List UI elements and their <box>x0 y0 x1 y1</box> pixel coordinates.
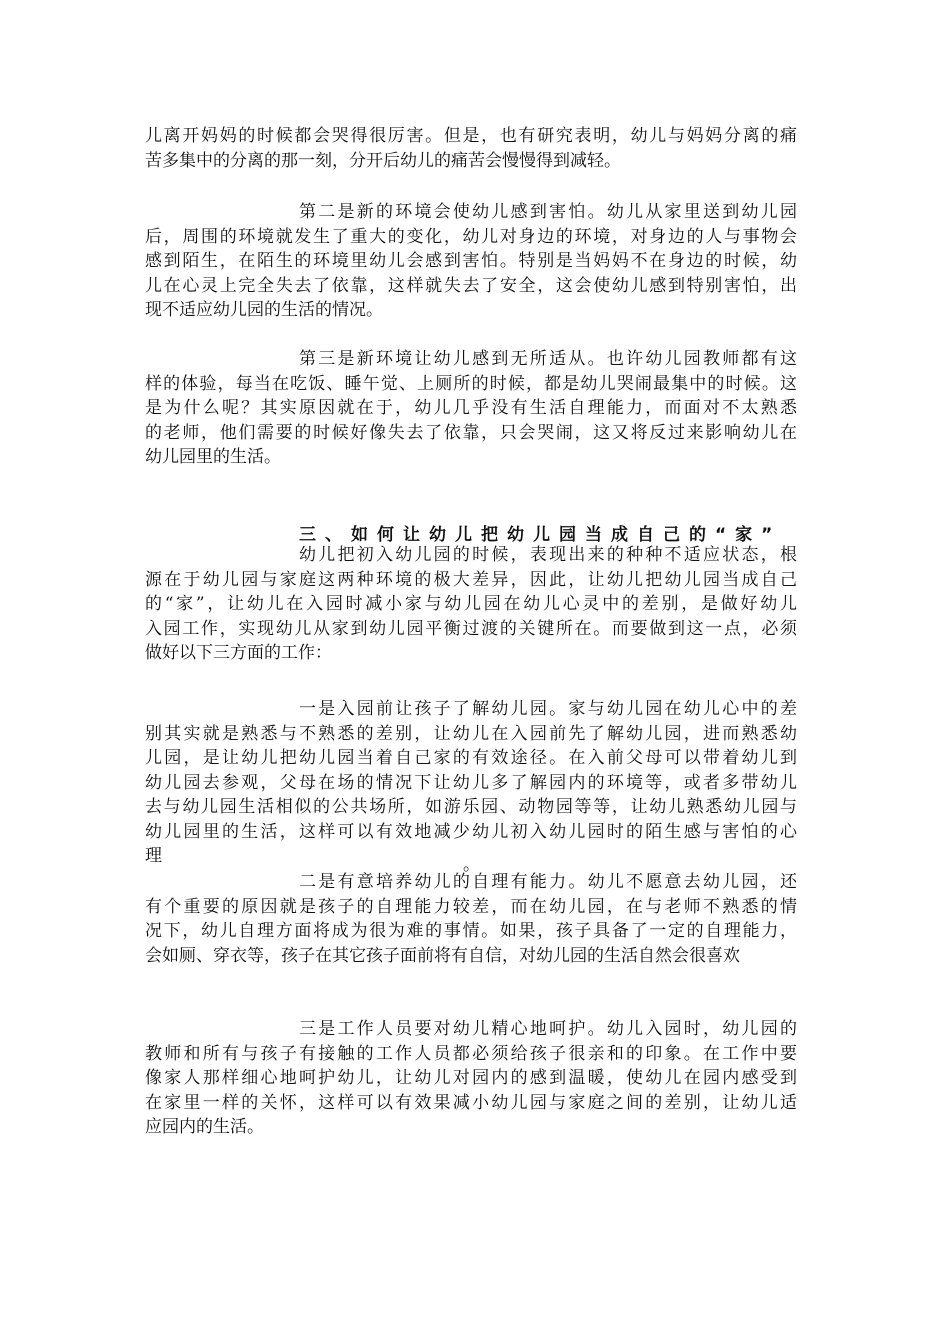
text-line: 三是工作人员要对幼儿精心地呵护。幼儿入园时，幼儿园的 <box>299 1019 797 1039</box>
text-line: 的老师，他们需要的时候好像失去了依靠，只会哭闹，这又将反过来影响幼儿在 <box>145 422 797 443</box>
text-line: 幼儿园里的生活。 <box>145 447 281 467</box>
paragraph-intro <box>145 124 797 173</box>
text-line: 幼儿把初入幼儿园的时候，表现出来的种种不适应状态，根 <box>299 545 797 565</box>
text-line: 一是入园前让孩子了解幼儿园。家与幼儿园在幼儿心中的差 <box>299 699 797 719</box>
paragraph-third-point <box>145 347 797 470</box>
text-line: 应园内的生活。 <box>145 1117 264 1137</box>
text-line: 入园工作，实现幼儿从家到幼儿园平衡过渡的关键所在。而要做到这一点，必须 <box>145 618 797 639</box>
section-heading: 三、如何让幼儿把幼儿园当成自己的“家” <box>299 525 782 545</box>
text-line: 第三是新环境让幼儿感到无所适从。也许幼儿园教师都有这 <box>299 349 797 369</box>
text-line: 教师和所有与孩子有接触的工作人员都必须给孩子很亲和的印象。在工作中要 <box>145 1043 797 1064</box>
text-line: 是为什么呢？其实原因就在于，幼儿几乎没有生活自理能力，而面对不太熟悉 <box>145 398 797 418</box>
text-line: 儿在心灵上完全失去了依靠，这样就失去了安全，这会使幼儿感到特别害怕，出 <box>145 275 797 296</box>
text-line: 幼儿园去参观，父母在场的情况下让幼儿多了解园内的环境等，或者多带幼儿 <box>145 772 797 793</box>
text-line: 苦多集中的分离的那一刻，分开后幼儿的痛苦会慢慢得到减轻。 <box>145 150 621 171</box>
text-line: 在家里一样的关怀，这样可以有效果减小幼儿园与家庭之间的差别，让幼儿适 <box>145 1092 797 1113</box>
text-line: 幼儿园里的生活，这样可以有效地减少幼儿初入幼儿园时的陌生感与害怕的心 <box>145 821 797 842</box>
text-line: 做好以下三方面的工作： <box>145 643 332 663</box>
text-line: 的“家”，让幼儿在入园时减小家与幼儿园在幼儿心灵中的差别，是做好幼儿 <box>145 594 797 614</box>
text-line: 去与幼儿园生活相似的公共场所，如游乐园、动物园等等，让幼儿熟悉幼儿园与 <box>145 797 797 817</box>
paragraph-second-point <box>145 200 797 323</box>
paragraph-point-one <box>145 697 797 869</box>
text-line: 理 <box>145 846 162 866</box>
text-line: 后，周围的环境就发生了重大的变化，幼儿对身边的环境，对身边的人与事物会 <box>145 226 797 247</box>
text-line: 像家人那样细心地呵护幼儿，让幼儿对园内的感到温暖，使幼儿在园内感受到 <box>145 1068 797 1088</box>
text-line: 别其实就是熟悉与不熟悉的差别，让幼儿在入园前先了解幼儿园，进而熟悉幼 <box>145 723 797 744</box>
text-line: 儿离开妈妈的时候都会哭得很厉害。但是，也有研究表明，幼儿与妈妈分离的痛 <box>145 126 797 146</box>
text-line: 感到陌生，在陌生的环境里幼儿会感到害怕。特别是当妈妈不在身边的时候，幼 <box>145 251 797 271</box>
stray-period: 。 <box>463 855 480 875</box>
text-line: 儿园，是让幼儿把幼儿园当着自己家的有效途径。在入前父母可以带着幼儿到 <box>145 748 797 768</box>
text-line: 有个重要的原因就是孩子的自理能力较差，而在幼儿园，在与老师不熟悉的情 <box>145 896 797 917</box>
text-line: 况下，幼儿自理方面将成为很为难的事情。如果，孩子具备了一定的自理能力， <box>145 921 797 941</box>
text-line: 现不适应幼儿园的生活的情况。 <box>145 300 383 320</box>
text-line: 二是有意培养幼儿的自理有能力。幼儿不愿意去幼儿园，还 <box>299 872 797 892</box>
paragraph-point-two <box>145 870 797 968</box>
text-line: 源在于幼儿园与家庭这两种环境的极大差异，因此，让幼儿把幼儿园当成自己 <box>145 569 797 590</box>
text-line: 会如厕、穿衣等，孩子在其它孩子面前将有自信，对幼儿园的生活自然会很喜欢 <box>145 945 740 966</box>
paragraph-point-three <box>145 1017 797 1140</box>
paragraph-heading-intro <box>145 543 797 666</box>
text-line: 第二是新的环境会使幼儿感到害怕。幼儿从家里送到幼儿园 <box>299 202 797 222</box>
text-line: 样的体验，每当在吃饭、睡午觉、上厕所的时候，都是幼儿哭闹最集中的时候。这 <box>145 373 797 394</box>
